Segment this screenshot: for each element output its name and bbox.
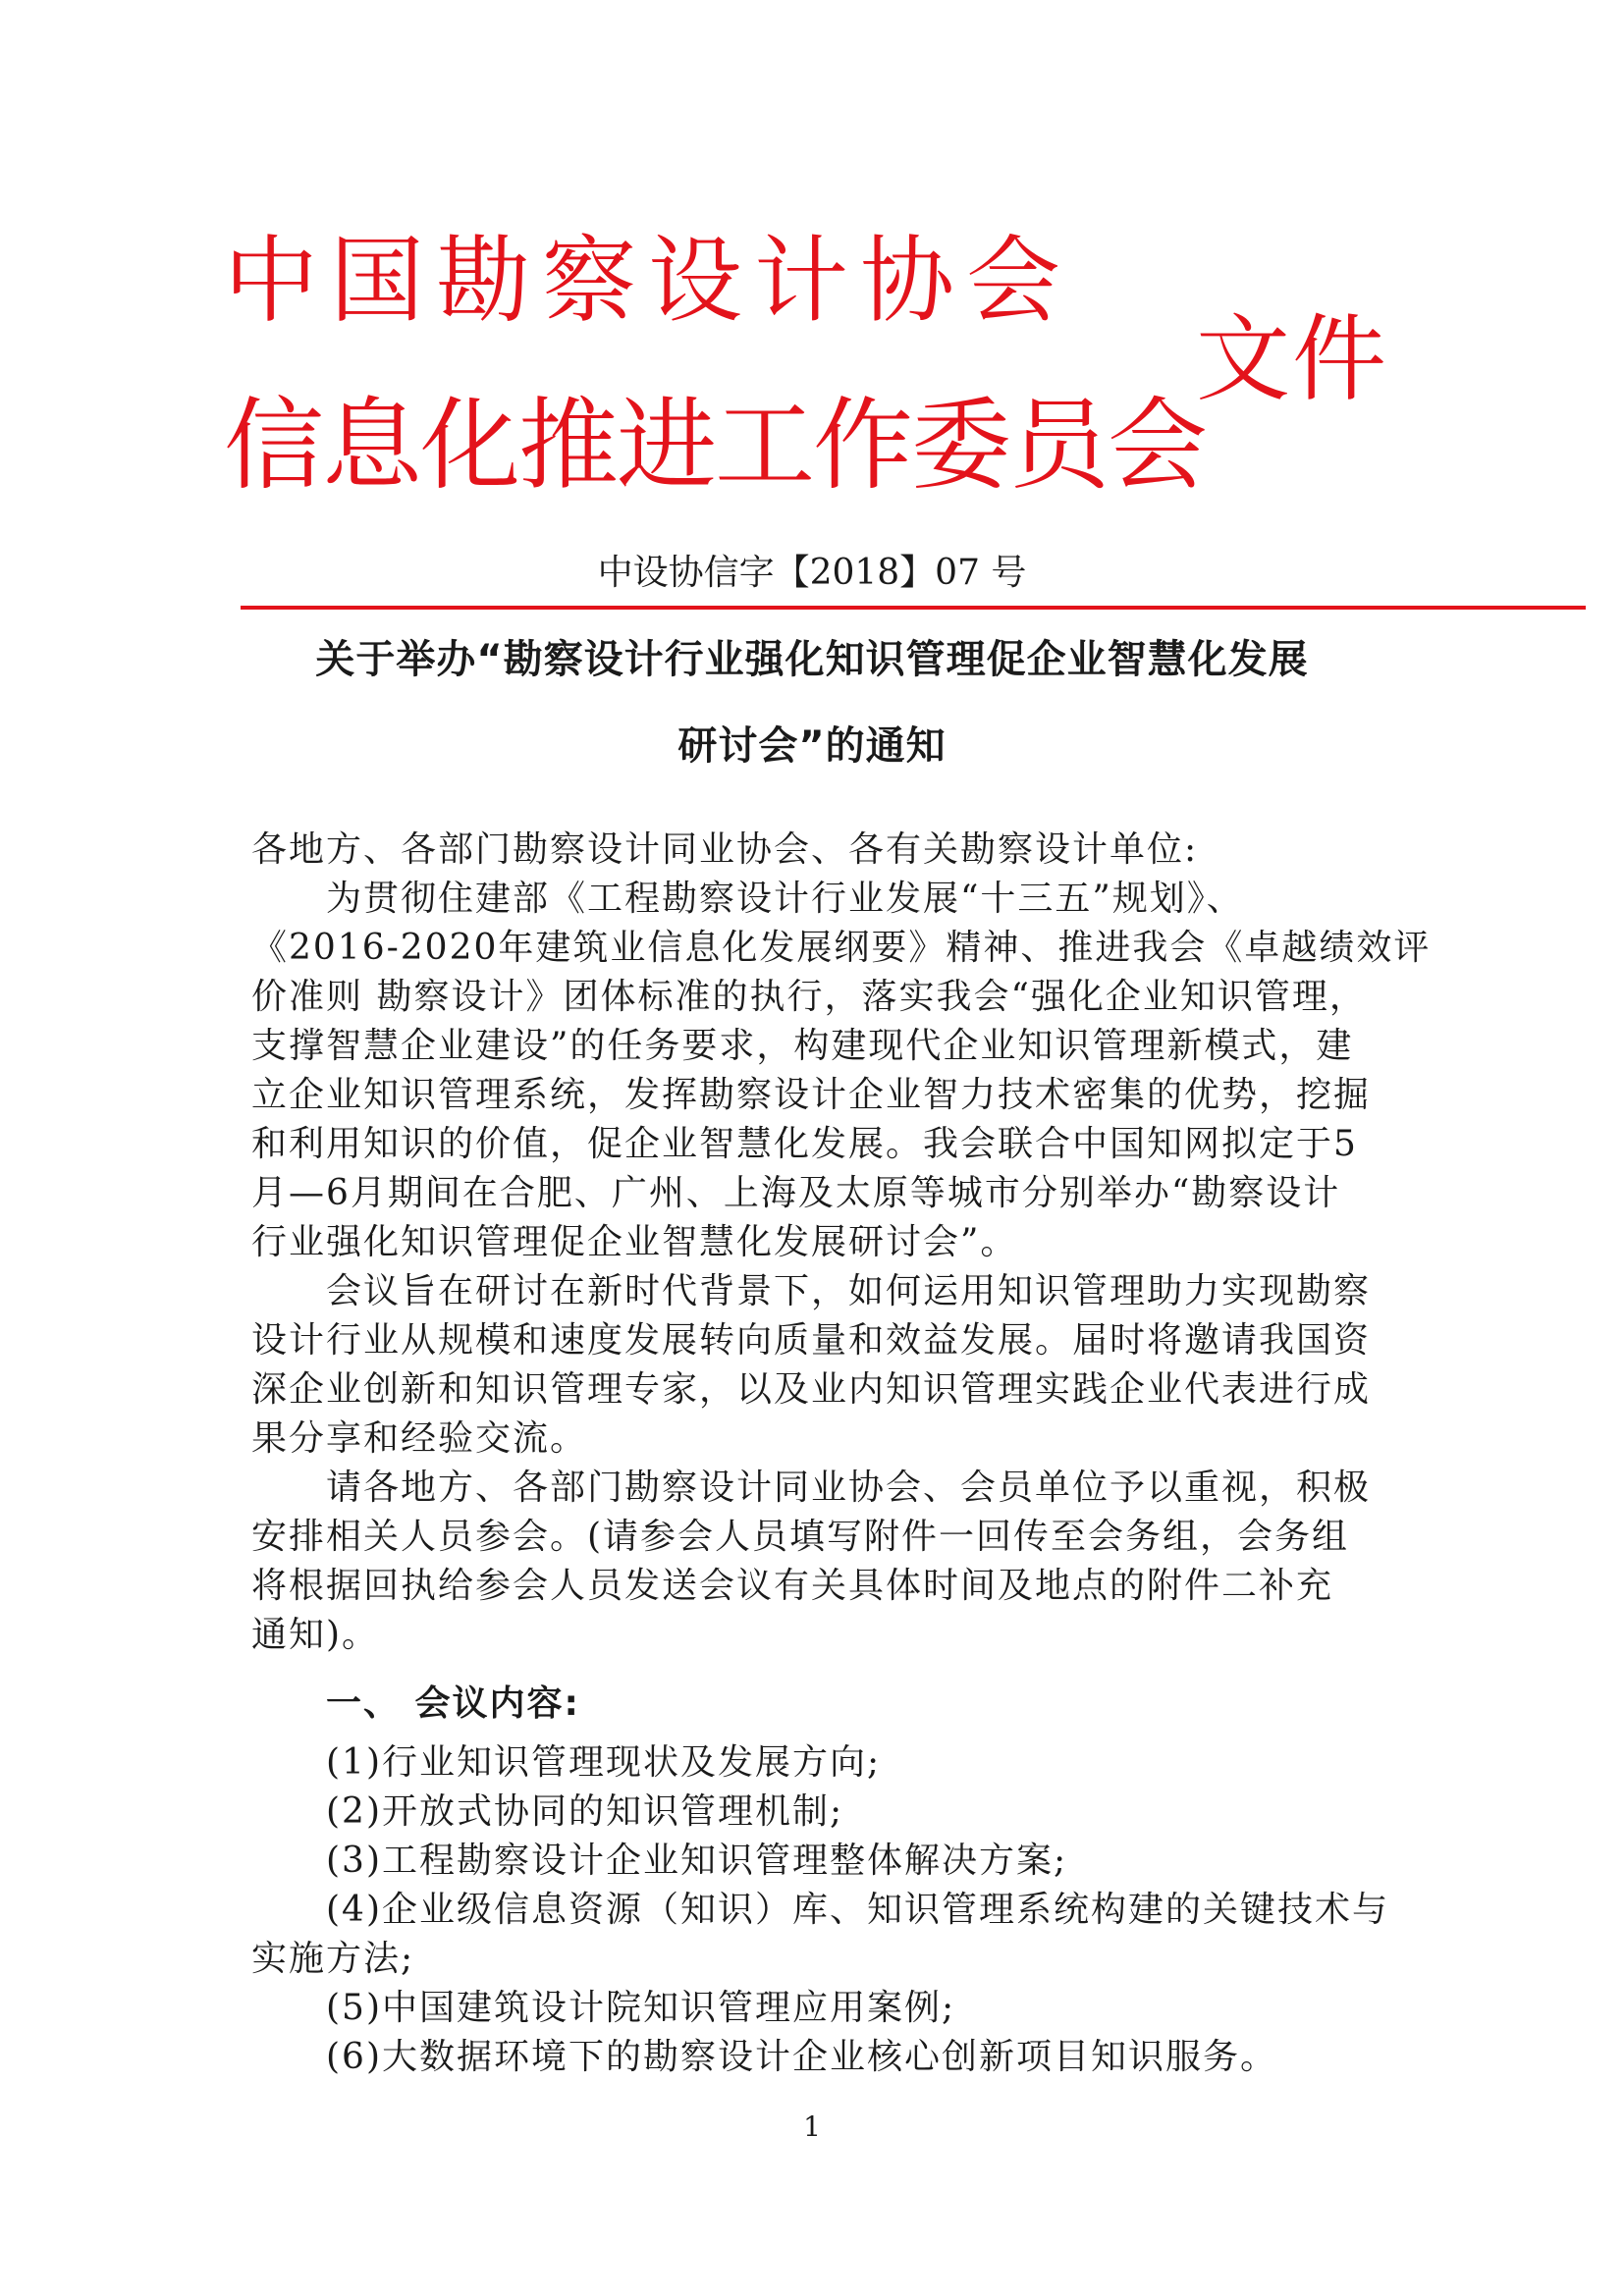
body-line: 深企业创新和知识管理专家，以及业内知识管理实践企业代表进行成	[251, 1369, 1372, 1410]
document-type-label: 文件	[1196, 304, 1388, 414]
list-item: (1)行业知识管理现状及发展方向;	[251, 1742, 882, 1783]
document-number: 中设协信字【2018】07 号	[597, 553, 1027, 593]
page-number: 1	[803, 2110, 821, 2143]
list-item: (4)企业级信息资源（知识）库、知识管理系统构建的关键技术与	[251, 1890, 1389, 1930]
body-line: 行业强化知识管理促企业智慧化发展研讨会”。	[251, 1222, 1018, 1262]
body-line: 价准则 勘察设计》团体标准的执行，落实我会“强化企业知识管理，	[251, 977, 1367, 1017]
notice-title-line2: 研讨会”的通知	[677, 723, 947, 769]
body-line: 《2016-2020年建筑业信息化发展纲要》精神、推进我会《卓越绩效评	[251, 928, 1432, 968]
section-heading: 一、 会议内容:	[251, 1683, 580, 1724]
body-line: 果分享和经验交流。	[251, 1418, 588, 1459]
org-name-line1: 中国勘察设计协会	[224, 226, 1072, 336]
org-name-line2: 信息化推进工作委员会	[224, 388, 1206, 505]
body-line: 将根据回执给参会人员发送会议有关具体时间及地点的附件二补充	[251, 1566, 1334, 1606]
body-line: 立企业知识管理系统，发挥勘察设计企业智力技术密集的优势，挖掘	[251, 1075, 1372, 1115]
body-line: 支撑智慧企业建设”的任务要求，构建现代企业知识管理新模式，建	[251, 1026, 1354, 1066]
header-divider	[241, 606, 1586, 610]
body-line: 为贯彻住建部《工程勘察设计行业发展“十三五”规划》、	[251, 879, 1244, 919]
body-line: 通知)。	[251, 1615, 380, 1655]
list-item: (5)中国建筑设计院知识管理应用案例;	[251, 1988, 956, 2028]
body-line: 和利用知识的价值，促企业智慧化发展。我会联合中国知网拟定于5	[251, 1124, 1358, 1164]
body-line: 设计行业从规模和速度发展转向质量和效益发展。届时将邀请我国资	[251, 1320, 1372, 1361]
list-item: (6)大数据环境下的勘察设计企业核心创新项目知识服务。	[251, 2037, 1277, 2077]
body-line: 会议旨在研讨在新时代背景下，如何运用知识管理助力实现勘察	[251, 1271, 1372, 1311]
body-line: 请各地方、各部门勘察设计同业协会、会员单位予以重视，积极	[251, 1468, 1372, 1508]
body-line: 各地方、各部门勘察设计同业协会、各有关勘察设计单位:	[251, 829, 1199, 870]
list-item: (3)工程勘察设计企业知识管理整体解决方案;	[251, 1841, 1068, 1881]
body-line: 月—6月期间在合肥、广州、上海及太原等城市分别举办“勘察设计	[251, 1173, 1341, 1213]
body-line: 安排相关人员参会。(请参会人员填写附件一回传至会务组，会务组	[251, 1517, 1350, 1557]
list-item: (2)开放式协同的知识管理机制;	[251, 1791, 844, 1832]
notice-title-line1: 关于举办“勘察设计行业强化知识管理促企业智慧化发展	[315, 637, 1309, 682]
list-item: 实施方法;	[251, 1939, 415, 1979]
